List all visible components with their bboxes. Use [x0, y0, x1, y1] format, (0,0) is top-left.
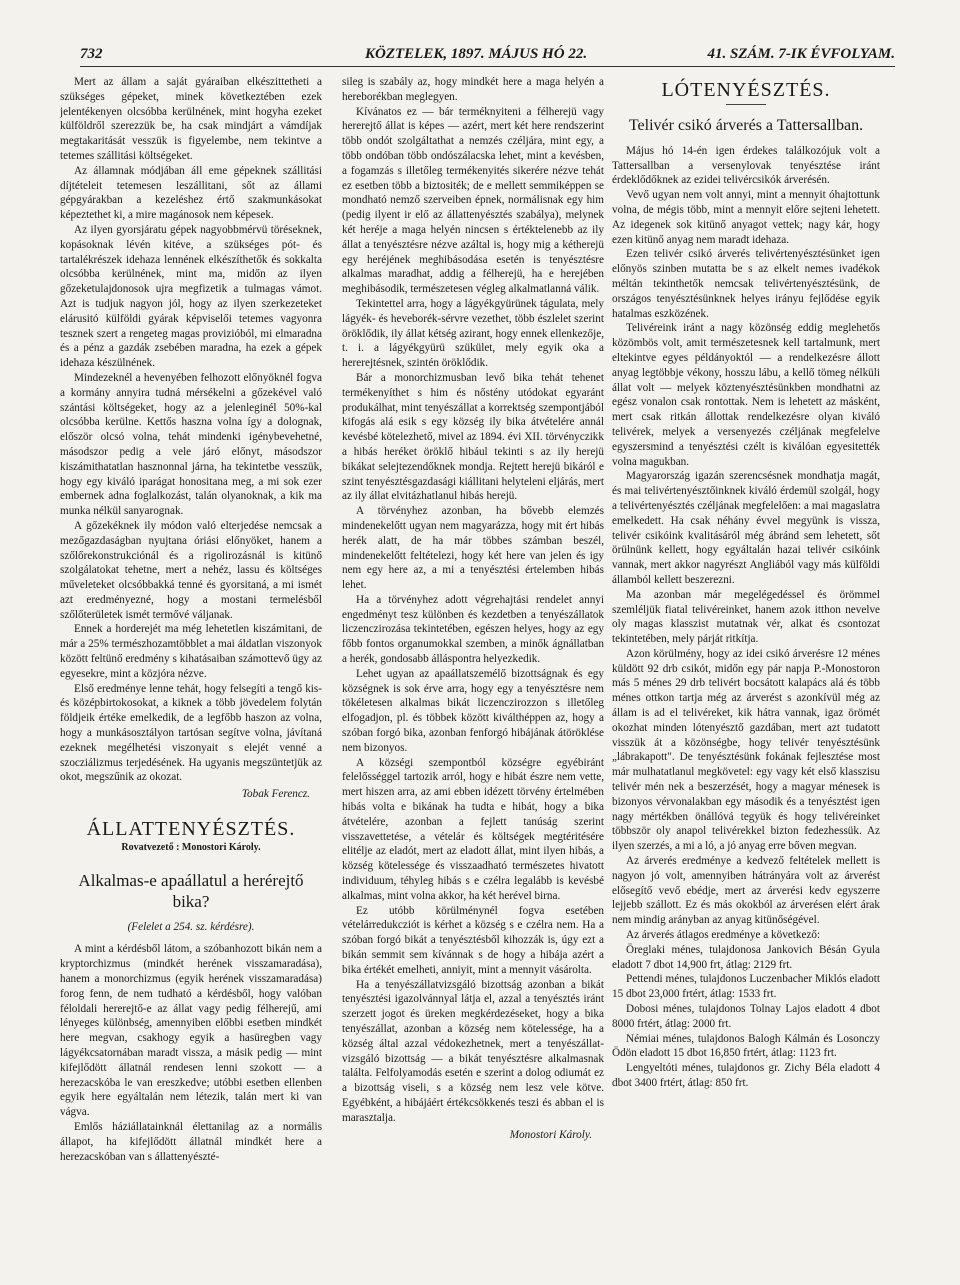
paragraph: Kívánatos ez — bár terméknyiteni a félherejü vagy hererejtő állat is képes — azért, mert két here rendszerint több ondót szolgáltathat a nemzés czéljára, mint egy, a több ondóban több ondószálacska lehet, mint a kevésben, a fogamzás s illetőleg termékenyités sikerére nézve tehát ez esetben több a biztositék; de e mellett semmiképpen se mondható nemző szerveiben épnek, normálisnak egy him (pedig ilyent ir elő az állattenyésztés szabálya), melynek két heréje a maga helyén nincsen s értéktelenebb az ily állat a tenyésztésre nézve azáltal is, hogy mig a kétherejü egy heréjének meghibásodása esetén is tenyésztésre alkalmas maradhat, addig a félherejü, ha e herejében meghibásodik, természetesen végleg alkalmatlanná válik.	[342, 105, 604, 296]
paragraph: Lehet ugyan az apaállatszemélő bizottságnak és egy községnek is sok érve arra, hogy egy a tenyésztésre nem tökéletesen alkalmas bikát liczenczirozzon s illetőleg elfogadjon, pl. és többek között kiválthéppen az, hogy a szóban forgó bika, azonban fenforgó hibájának átöröklése nem bizonyos.	[342, 667, 604, 754]
paragraph: Mert az állam a saját gyáraiban elkészittetheti a szükséges gépeket, minek következtében ezek jelentékenyen olcsóbba kerülnének, mint hogyha ezeket külföldről szerezzük be, ha csak mindjárt a vámdíjak megtakaritását vesszük is figyelembe, nem tekintve a tetemes szállitási költségeket.	[60, 76, 322, 162]
issue-number: 41. SZÁM. 7-IK ÉVFOLYAM.	[707, 46, 895, 62]
paragraph: sileg is szabály az, hogy mindkét here a maga helyén a hereborékban meglegyen.	[342, 76, 604, 103]
column-left	[60, 75, 322, 1285]
paragraph: Telivéreink iránt a nagy közönség eddig meglehetős közömbös volt, amit természetesnek kell tartalmunk, mert eltekintve egyes példányoktól — a rendelkezésre állott anyag legtöbbje vékony, hosszu lábu, a kellő tömeg nélküli állat volt — melyek köztenyésztésünkben mondhatni az egész vonalon csak rontottak. Nem is lehetett az másként, mert csak ritkán állottak rendelkezésre olyan kiváló telivérek, melyek a versenyezés czéljának megfelelve egyszersmind a tenyésztési czélt is kiválóan egyesitették volna magukban.	[612, 322, 880, 468]
paragraph: A községi szempontból községre egyébiránt felelősséggel tartozik arról, hogy e hibát észre nem vette, mert hiszen arra, az ami ebben idézett törvény értelmében hibás volta e bikának ha tudta e hibát, hogy a bika átvételére, azonban a fejlett tanúság szerint visszavettetése, a vételár és költségek megtéritésére elitélje az eladót, mert az eladott állat, mint ilyen hibás, a község kötelessége és visszaadható természetes hivatott individuum, téhyleg hibás s e czélra legalább is kevésbé alkalmas, mint volna akkor, ha két herével birna.	[342, 756, 604, 902]
paragraph: Mindezeknél a hevenyében felhozott előnyöknél fogva a kormány annyira tudná mérsékelni a gőzekével való szántási költségeket, hogy az a jelenleginél 50%-kal olcsóbba kerülne. Kettős haszna volna így a dolognak, először olcsó volna, tehát mindenki igénybevehetné, másodszor pedig a vele járó előnyt, másodszor kiszámithatatlan hasznonnal járna, ha tekintetbe vesszük, hogy egy kiváló iparágat honositana meg, a mi sok ezer embernek adna foglalkozást, talán olyanoknak, a kik ma munka nélkül sanyarognak.	[60, 371, 322, 518]
section-title: LÓTENYÉSZTÉS.	[661, 79, 831, 101]
auction-result: Némiai ménes, tulajdonos Balogh Kálmán és Losonczy Ödön eladott 15 dbot 16,850 frtért, átlag: 1123 frt.	[612, 1032, 880, 1060]
paragraph: Az ilyen gyorsjáratu gépek nagyobbmérvü töréseknek, kopásoknak lévén kitéve, a szükséges pót- és tartalékrészek idehaza lennének elkészíthetők és sokkalta olcsóbba kerülnének, mint ma, midőn az ilyen gőzeketulajdonosok ujra megfizetik a tulmagas vámot. Azt is tudjuk nagyon jól, hogy az ilyen szerkezeteket elárusitó külföldi gyárak képviselői tetemes vagyonra tesznek szert a rengeteg magas provizióból, mi elmaradna és a pénz a gazdák zsebében maradna, ha ezek a gépek idehaza készülnének.	[60, 223, 322, 370]
paragraph: A gőzekéknek ily módon való elterjedése nemcsak a mezőgazdaságban nyujtana óriási előnyöket, hanem a szőlőrekonstrukciónál és a rigolirozásnál is kitünő szolgálatokat tehetne, mert a nehéz, lassu és költséges műveleteket olcsóbbakká tenné és gyorsitaná, a mi ismét azt eredményezné, hogy a mostani termelésből szőlőterületek ismét termővé váljanak.	[60, 519, 322, 621]
page-number: 732	[80, 46, 103, 62]
paragraph: Május hó 14-én igen érdekes találkozójuk volt a Tattersallban a versenylovak tenyésztése iránt érdeklődőknek az ezidei telivércsikók árverésén.	[612, 144, 880, 187]
auction-result: Dobosi ménes, tulajdonos Tolnay Lajos eladott 4 dbot 8000 frtért, átlag: 2000 frt.	[612, 1003, 880, 1030]
title-divider	[726, 104, 766, 105]
paragraph: Azon körülmény, hogy az idei csikó árverésre 12 ménes küldött 92 drb csikót, midőn egy pár napja P.-Monostoron más 5 ménes 29 drb telivért bocsátott kalapács alá és több ménes ottkon tartja még az árverést s azonkívül még az állam is ad el telivéreket, kik hátra vannak, igaz örömét okozhat minden lótenyésztő gazdában, mert azt tudatott visszük át a közönségbe, hogy telivér tenyésztésünk „lábrakapott". De tenyésztésünk fokának fejlesztése most már mulhatatlanul megkövetel: egy vagy két első klasszisu telivér mén nek a beszerzését, hogy a magyar ménesek is bizonyos vérvonalakban egy második és a tenyésztést igen nagy mértékben önállóvá tegyük és hogy telivéreinket többször oly anapol telivérekkel bizton fedezhessük. Az ilyen szerzés, a mi a ló, a jó anyag erre bőven megvan.	[612, 647, 880, 853]
auction-result: Lengyeltóti ménes, tulajdonos gr. Zichy Béla eladott 4 dbot 3400 frtért, átlag: 850 frt.	[612, 1062, 880, 1089]
author-signature: Monostori Károly.	[509, 1128, 592, 1141]
column-middle	[342, 75, 604, 1285]
article-reference: (Felelet a 254. sz. kérdésre).	[127, 920, 255, 933]
section-editor: Rovatvezető : Monostori Károly.	[121, 841, 261, 853]
paragraph: Bár a monorchizmusban levő bika tehát tehenet termékenyíthet s him és nőstény utódokat egyaránt produkálhat, mint tenyészállat a korrektség szempontjából kifogás alá esik s egy község ily bika átvételére annál kevésbé kötelezhető, mivel az 1894. évi XII. törvényczikk a hibás heréket öröklő hibául tekinti s az ily herejü bikákat selejtezendőknek mondja. Rejtett herejü bikáról e szint tenyésztésgazdasági kiállitani helyteleni eljárás, mert az ily állat elvitázhatlanul hibás herejü.	[342, 371, 604, 503]
paragraph: Vevő ugyan nem volt annyi, mint a mennyit óhajtottunk volna, de mégis több, mint a mennyit előre sejteni lehetett. Az idegenek sok kitünő anyagot vettek; nagy kár, hogy ezen kitünő anyag nem maradt idehaza.	[612, 189, 880, 246]
paragraph: Magyarország igazán szerencsésnek mondhatja magát, és mai telivértenyésztőinknek kiváló érdemül szolgál, hogy a telivértenyésztés czéljának megfelelően: a mai magaslatra emelkedett. Ha csak néhány évvel megyünk is vissza, telivér csikóink kvalitásáról még ábránd sem lehetett, sőt örülnünk kellett, hogy egyáltalán hazai telivér csikóink vannak, mert akkor nagyrészt Angliából vagy más külföldi államból kellett beszerezni.	[612, 470, 880, 586]
paragraph: A mint a kérdésből látom, a szóbanhozott bikán nem a kryptorchizmus (mindkét herének visszamaradása), hanem a monorchizmus (egyik herének visszamaradása) forog fenn, de nem tudható a kérdésből, hogy valóban féloldali hererejtő-e az állat vagy pedig félherejű, ami lényeges különbség, amennyiben előbbi esetben mindkét here megvan, csakhogy egyik a hasüregben vagy lágyékcsatornában maradt vissza, a másik pedig — mint kifejlődött állatnál rendesen lenni szokott — a herezacskóba le van ereszkedve; utóbbi esetben ellenben egyik here egyáltalán nem létezik, talán mert ki van vágva.	[60, 943, 322, 1119]
paragraph: Ezen telivér csikó árverés telivértenyésztésünket igen előnyös szinben mutatta be s az elkelt nemes ivadékok méltán tekinthetők nemcsak telivértenyésztésünk, de országos tenyésztésünknek helyes irányu fejlődése egyik hatalmas eszközének.	[612, 248, 880, 320]
article-title: Alkalmas-e apaállatul a herérejtő bika?	[78, 870, 304, 911]
paragraph: Ez utóbb körülménynél fogva esetében vételárredukcziót is kérhet a község s e czélra nem. Ha a szóban forgó bikát a tenyésztésből kihozzák is, úgy ezt a bikán semmit sem kívánnak s de hogy a hibája azért a bika értékét emelheti, anniyit, mint a mennyit vásárolta.	[342, 904, 604, 976]
paragraph: Emlős háziállatainknál élettanilag az a normális állapot, ha kifejlődött állatnál mindkét here a herezacskóban van s állattenyészté-	[60, 1121, 322, 1163]
paragraph: Az árverés eredménye a kedvező feltételek mellett is nagyon jó volt, amennyiben hátrányára volt az árverést elősegítő vevő ebédje, mert az árverési kedv egyszerre lejjebb szállott. Ez és más okokból az árverésen elért árak nem mindig arányban az anyag kitünőségével.	[612, 855, 880, 927]
paragraph: Ma azonban már megelégedéssel és örömmel szemléljük fiatal telivéreinket, hanem azok itthon nevelve oly magas klasszist mutatnak vér, alkat és csontozat tekintetében, mely párját ritkítja.	[612, 588, 880, 646]
article-title: Telivér csikó árverés a Tattersallban.	[628, 116, 864, 134]
paragraph: Az államnak módjában áll eme gépeknek szállitási díjtételeit tetemesen leszállitani, sőt az állami gépgyárakban a kezeléshez értő szakmunkásokat képeztethet ki, a mire magánosok nem képesek.	[60, 164, 322, 222]
paragraph: Ennek a horderejét ma még lehetetlen kiszámitani, de már a 25% természhozamtöbblet a mai áldatlan viszonyok között feltünő eredmény s kihatásaiban számottevő ügy az egyesekre, mint a közjóra nézve.	[60, 623, 322, 680]
publication-date: KÖZTELEK, 1897. MÁJUS HÓ 22.	[365, 46, 588, 62]
section-title: ÁLLATTENYÉSZTÉS.	[86, 818, 296, 841]
paragraph: Ha a tenyészállatvizsgáló bizottság azonban a bikát tenyésztési igazolvánnyal látja el, azzal a tenyésztés iránt szerzett jogot és üreken megkérdezéseket, hogy a bika tenyészállat, azonban a község nem kötelessége, ha a község által azzal védokezhetnek, mert a tenyészállat-vizsgáló bizottság — a bikát tenyésztésre alkalmasnak találta. Felfolyamodás esetén e szerint a dolog odiumát ez a bizottság viseli, s a község nem lesz vele kötve. Egyébként, a hibájáért értékcsökkenés teszi és abban el is marasztalja.	[342, 978, 604, 1124]
paragraph: Tekintettel arra, hogy a lágyékgyürünek tágulata, mely lágyék- és heveborék-sérvre vezethet, több észlelet szerint öröklődik, ily állat kétség azirant, hogy ennek ellenkezője, t. i. a lágyékgyürü szükület, mely egyik oka a hererejtésnek, szintén öröklődik.	[342, 297, 604, 370]
paragraph: A törvényhez azonban, ha bővebb elemzés mindenekelőtt ugyan nem magyarázza, hogy mit ért hibás herék alatt, de ha már többes számban beszél, mindenekelőtt feltételezi, hogy két here van jelen és igy nem egy here az, a mi a tenyésztési értelemben hibás lehet.	[342, 505, 604, 592]
auction-result: Öreglaki ménes, tulajdonosa Jankovich Bésán Gyula eladott 7 dbot 14,900 frt, átlag: 2129 frt.	[612, 943, 880, 971]
paragraph: Ha a törvényhez adott végrehajtási rendelet annyi engedményt tesz különben és kezdetben a tenyészállatok liczenczirozása tekintetében, egészen helyes, hogy az egy főbb fontos organumokkal szemben, a minők ágnállatban a herék, gondosabb álláspontra helyezkedik.	[342, 593, 604, 666]
author-signature: Tobak Ferencz.	[241, 788, 310, 801]
auction-result: Pettendi ménes, tulajdonos Luczenbacher Miklós eladott 15 dbot 23,000 frtért, átlag: 1533 frt.	[612, 973, 880, 1001]
paragraph: Az árverés átlagos eredménye a következő:	[626, 929, 821, 942]
column-right	[612, 75, 880, 1285]
paragraph: Első eredménye lenne tehát, hogy felsegíti a tengő kis- és középbirtokosokat, a kiknek a több jövedelem folytán földjeik értéke emelkedik, de a legfőbb haszon az volna, hogy a munkásosztályon tartósan segítve volna, jávítaná ezeknek megélhetési viszonyait s elejét venné a szocziálizmus terjedésének. Ha ugyanis megszüntetjük az okot, megszűnik az okozat.	[60, 682, 322, 784]
page-header	[80, 44, 895, 67]
